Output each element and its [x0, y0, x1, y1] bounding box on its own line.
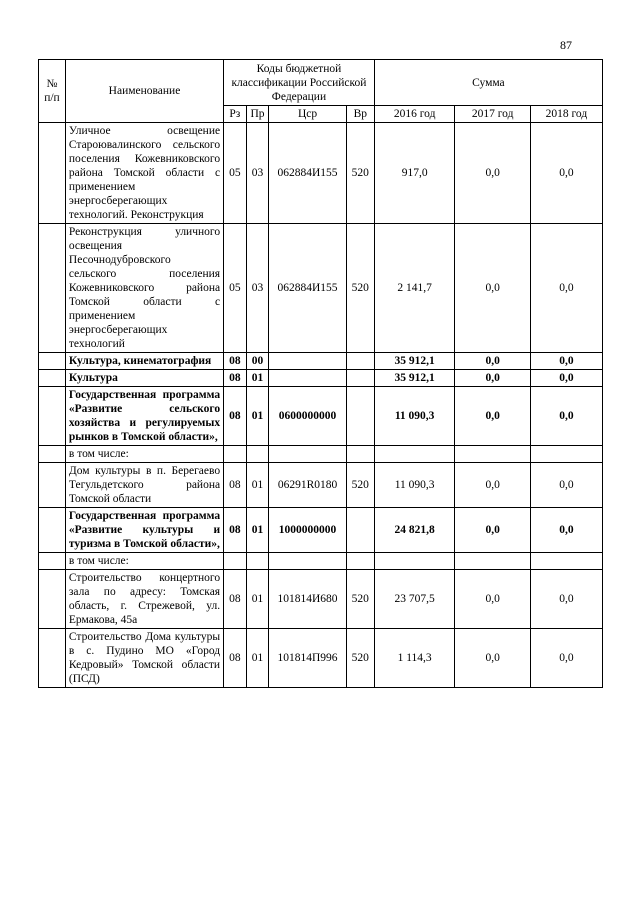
- row-csr: [269, 553, 346, 570]
- header-name: Наименование: [65, 60, 223, 123]
- table-row: [39, 463, 603, 508]
- row-index: [39, 463, 66, 508]
- row-2018: 0,0: [530, 123, 602, 224]
- row-rz: 05: [224, 224, 247, 353]
- row-2016: [374, 446, 455, 463]
- row-name: в том числе:: [65, 446, 223, 463]
- row-vr: 520: [346, 224, 374, 353]
- row-pr: 01: [246, 463, 269, 508]
- row-name: Дом культуры в п. Берегаево Тегульдетского района Томской области: [65, 463, 223, 508]
- row-csr: 1000000000: [269, 508, 346, 553]
- row-rz: 08: [224, 629, 247, 688]
- header-index: № п/п: [39, 60, 66, 123]
- table-row: [39, 629, 603, 688]
- row-2016: 35 912,1: [374, 370, 455, 387]
- table-row: [39, 370, 603, 387]
- row-name: Уличное освещение Староювалинского сельского поселения Кожевниковского района Томской области с применением энергосберегающих технологий. Реконструкция: [65, 123, 223, 224]
- row-pr: 01: [246, 370, 269, 387]
- row-index: [39, 353, 66, 370]
- header-2018: 2018 год: [530, 106, 602, 123]
- row-2017: 0,0: [455, 629, 530, 688]
- row-name: в том числе:: [65, 553, 223, 570]
- row-csr: 101814И680: [269, 570, 346, 629]
- row-2018: 0,0: [530, 508, 602, 553]
- row-rz: [224, 553, 247, 570]
- row-name: Культура, кинематография: [65, 353, 223, 370]
- table-row: [39, 123, 603, 224]
- row-vr: 520: [346, 570, 374, 629]
- row-vr: [346, 353, 374, 370]
- row-2016: 24 821,8: [374, 508, 455, 553]
- row-pr: [246, 553, 269, 570]
- row-name: Строительство концертного зала по адресу: Томская область, г. Стрежевой, ул. Ермакова, 45а: [65, 570, 223, 629]
- row-index: [39, 224, 66, 353]
- row-index: [39, 629, 66, 688]
- row-2016: 2 141,7: [374, 224, 455, 353]
- header-codes: Коды бюджетной классификации Российской Федерации: [224, 60, 375, 106]
- row-csr: [269, 353, 346, 370]
- row-csr: [269, 370, 346, 387]
- row-index: [39, 446, 66, 463]
- row-2017: [455, 553, 530, 570]
- row-rz: 08: [224, 463, 247, 508]
- row-2017: 0,0: [455, 508, 530, 553]
- row-index: [39, 553, 66, 570]
- row-vr: [346, 508, 374, 553]
- row-index: [39, 570, 66, 629]
- row-2018: [530, 553, 602, 570]
- header-vr: Вр: [346, 106, 374, 123]
- row-pr: 01: [246, 508, 269, 553]
- row-rz: 08: [224, 387, 247, 446]
- row-2017: [455, 446, 530, 463]
- row-index: [39, 123, 66, 224]
- row-2016: 11 090,3: [374, 387, 455, 446]
- row-rz: 08: [224, 570, 247, 629]
- row-name: Культура: [65, 370, 223, 387]
- row-2016: 35 912,1: [374, 353, 455, 370]
- row-rz: 08: [224, 353, 247, 370]
- table-row: [39, 570, 603, 629]
- row-2017: 0,0: [455, 353, 530, 370]
- row-csr: 062884И155: [269, 224, 346, 353]
- row-pr: [246, 446, 269, 463]
- row-pr: 00: [246, 353, 269, 370]
- row-2018: 0,0: [530, 629, 602, 688]
- row-vr: [346, 387, 374, 446]
- row-rz: 05: [224, 123, 247, 224]
- row-2018: [530, 446, 602, 463]
- header-2017: 2017 год: [455, 106, 530, 123]
- row-name: Государственная программа «Развитие сельского хозяйства и регулируемых рынков в Томской области»,: [65, 387, 223, 446]
- budget-table: [38, 59, 603, 688]
- row-2016: [374, 553, 455, 570]
- row-2018: 0,0: [530, 370, 602, 387]
- row-csr: 06291R0180: [269, 463, 346, 508]
- row-name: Реконструкция уличного освещения Песочнодубровского сельского поселения Кожевниковского района Томской области с применением энергосберегающих технологий: [65, 224, 223, 353]
- row-vr: [346, 370, 374, 387]
- row-2018: 0,0: [530, 353, 602, 370]
- header-sum: Сумма: [374, 60, 602, 106]
- row-pr: 03: [246, 224, 269, 353]
- table-row: [39, 553, 603, 570]
- row-2018: 0,0: [530, 387, 602, 446]
- row-rz: [224, 446, 247, 463]
- row-2017: 0,0: [455, 370, 530, 387]
- row-pr: 03: [246, 123, 269, 224]
- row-index: [39, 508, 66, 553]
- row-vr: 520: [346, 123, 374, 224]
- table-row: [39, 224, 603, 353]
- header-pr: Пр: [246, 106, 269, 123]
- table-row: [39, 446, 603, 463]
- header-rz: Рз: [224, 106, 247, 123]
- row-csr: [269, 446, 346, 463]
- row-2017: 0,0: [455, 224, 530, 353]
- table-row: [39, 387, 603, 446]
- row-pr: 01: [246, 570, 269, 629]
- row-csr: 101814П996: [269, 629, 346, 688]
- row-pr: 01: [246, 629, 269, 688]
- row-vr: 520: [346, 463, 374, 508]
- row-2016: 23 707,5: [374, 570, 455, 629]
- table-row: [39, 508, 603, 553]
- row-vr: [346, 446, 374, 463]
- row-2016: 917,0: [374, 123, 455, 224]
- row-index: [39, 370, 66, 387]
- row-2018: 0,0: [530, 224, 602, 353]
- row-csr: 062884И155: [269, 123, 346, 224]
- row-2016: 11 090,3: [374, 463, 455, 508]
- row-rz: 08: [224, 370, 247, 387]
- row-index: [39, 387, 66, 446]
- header-2016: 2016 год: [374, 106, 455, 123]
- row-pr: 01: [246, 387, 269, 446]
- row-2017: 0,0: [455, 463, 530, 508]
- row-vr: 520: [346, 629, 374, 688]
- row-vr: [346, 553, 374, 570]
- row-2018: 0,0: [530, 463, 602, 508]
- row-csr: 0600000000: [269, 387, 346, 446]
- row-2016: 1 114,3: [374, 629, 455, 688]
- row-2017: 0,0: [455, 570, 530, 629]
- row-2018: 0,0: [530, 570, 602, 629]
- table-row: [39, 353, 603, 370]
- header-csr: Цср: [269, 106, 346, 123]
- page-number: 87: [560, 38, 572, 52]
- row-name: Строительство Дома культуры в с. Пудино МО «Город Кедровый» Томской области (ПСД): [65, 629, 223, 688]
- row-rz: 08: [224, 508, 247, 553]
- row-2017: 0,0: [455, 123, 530, 224]
- row-name: Государственная программа «Развитие культуры и туризма в Томской области»,: [65, 508, 223, 553]
- row-2017: 0,0: [455, 387, 530, 446]
